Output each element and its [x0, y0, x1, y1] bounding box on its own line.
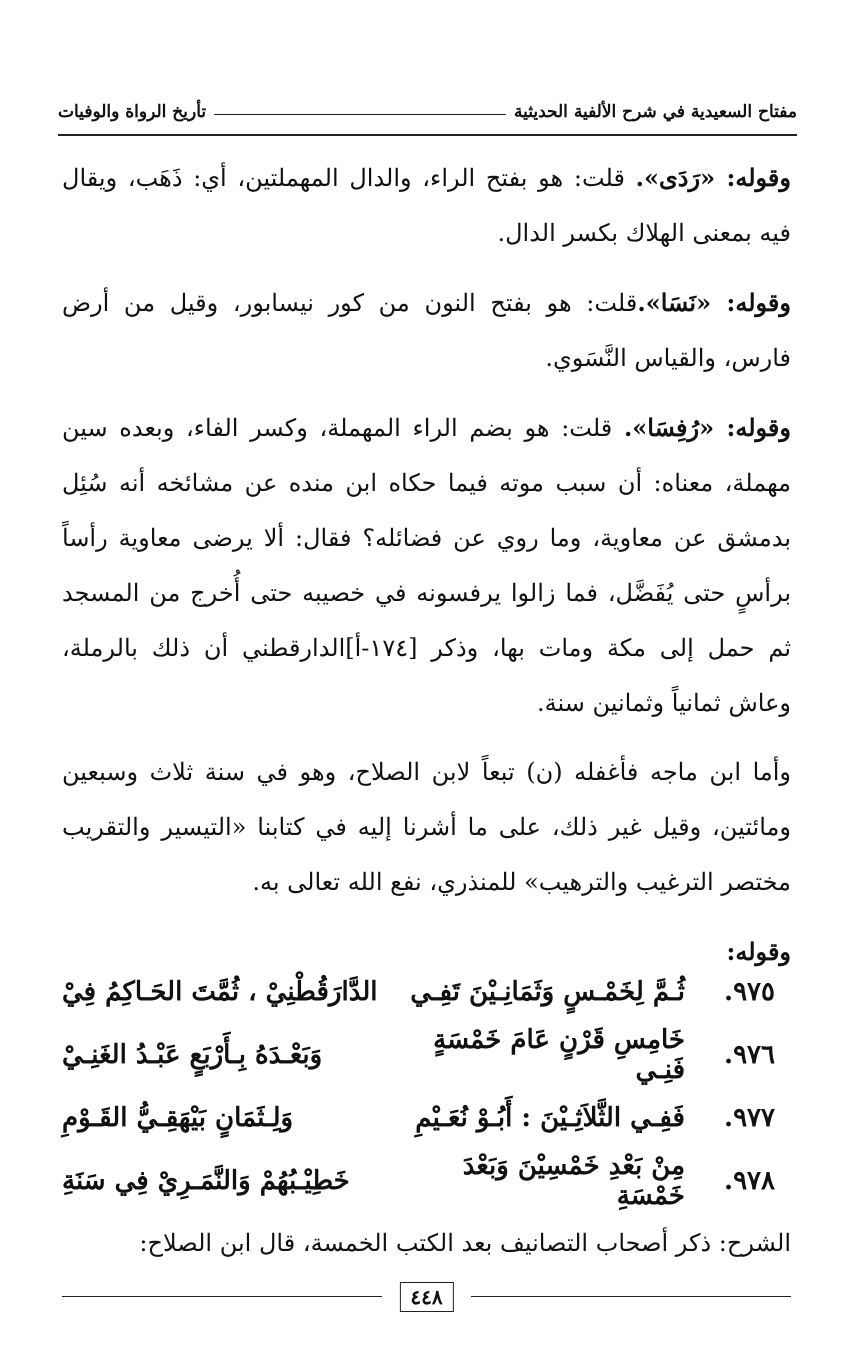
verse-second-hemistich: وَلِـثَمَانٍ بَيْهَقِـيُّ القَـوْمِ — [62, 1102, 294, 1133]
header-rule — [58, 134, 797, 136]
verse-number: ٩٧٨. — [724, 1165, 775, 1196]
verse-first-hemistich: فَفِـي الثَّلاَثِـيْنَ : أَبُـوْ نُعَـيْمِ — [415, 1102, 685, 1133]
paragraph-lead: وقوله: «رُفِسَا». — [623, 413, 791, 442]
paragraph-4 — [62, 745, 791, 910]
header-chapter-title: تأريخ الرواة والوفيات — [58, 102, 207, 122]
verse-first-hemistich: خَامِسِ قَرْنٍ عَامَ خَمْسَةٍ فَنِـي — [433, 1024, 685, 1085]
paragraph-3 — [62, 400, 791, 731]
paragraph-2 — [62, 275, 791, 386]
paragraph-lead: وقوله: «نَسَا». — [637, 288, 791, 317]
paragraph-text: قلت: هو بضم الراء المهملة، وكسر الفاء، وبعده سين مهملة، معناه: أن سبب موته فيما حكاه ابن منده عن مشائخه أنه سُئِل بدمشق عن معاوية، وما روي عن فضائله؟ فقال: ألا يرضى معاوية رأساً برأسٍ حتى يُفَضَّل، فما زالوا يرفسونه في خصيبه حتى أُخرج من المسجد ثم حمل إلى مكة ومات بها، وذكر [١٧٤-أ]الدارقطني أن ذلك بالرملة، وعاش ثمانياً وثمانين سنة. — [62, 414, 791, 717]
running-header — [58, 92, 797, 132]
verses-intro: وقوله: — [726, 937, 791, 966]
verse-first-hemistich: ثُـمَّ لِخَمْـسٍ وَثَمَانِـيْنَ تَفِـي — [410, 976, 685, 1007]
verse-row — [62, 1149, 775, 1212]
paragraph-text: قلت: هو بفتح النون من كور نيسابور، وقيل من أرض فارس، والقياس النَّسَوي. — [62, 289, 791, 372]
commentary-line: الشرح: ذكر أصحاب التصانيف بعد الكتب الخمسة، قال ابن الصلاح: — [139, 1229, 791, 1257]
page-footer — [62, 1282, 791, 1312]
header-dash — [214, 114, 506, 115]
main-text — [62, 150, 791, 993]
verse-second-hemistich: خَطِيْـبُهُمْ وَالنَّمَـرِيْ فِي سَنَةِ — [62, 1165, 350, 1196]
paragraph-1 — [62, 150, 791, 261]
verse-number: ٩٧٥. — [724, 976, 775, 1007]
page-number: ٤٤٨ — [399, 1282, 453, 1312]
paragraph-text: وأما ابن ماجه فأغفله (ن) تبعاً لابن الصلاح، وهو في سنة ثلاث وسبعين ومائتين، وقيل غير ذلك، على ما أشرنا إليه في كتابنا «التيسير والتقريب مختصر الترغيب والترهيب» للمنذري، نفع الله تعالى به. — [62, 758, 791, 896]
verse-row — [62, 1086, 775, 1149]
footer-rule-right — [471, 1296, 791, 1297]
verse-second-hemistich: الدَّارَقُطْنِيْ ، ثُمَّتَ الحَـاكِمُ فِيْ — [62, 976, 378, 1007]
paragraph-text: قلت: هو بفتح الراء، والدال المهملتين، أي: ذَهَب، ويقال فيه بمعنى الهلاك بكسر الدال. — [62, 164, 791, 247]
verse-block — [62, 960, 775, 1212]
header-book-title: مفتاح السعيدية في شرح الألفية الحديثية — [514, 102, 797, 122]
verse-number: ٩٧٧. — [724, 1102, 775, 1133]
verse-number: ٩٧٦. — [724, 1039, 775, 1070]
verse-row — [62, 1023, 775, 1086]
verse-row — [62, 960, 775, 1023]
footer-rule-left — [62, 1296, 382, 1297]
verse-first-hemistich: مِنْ بَعْدِ خَمْسِيْنَ وَبَعْدَ خَمْسَةِ — [462, 1150, 685, 1211]
verse-second-hemistich: وَبَعْـدَهُ بِـأَرْبَعٍ عَبْـدُ الغَنِـيْ — [62, 1039, 323, 1070]
paragraph-lead: وقوله: «رَدَى». — [635, 163, 791, 192]
